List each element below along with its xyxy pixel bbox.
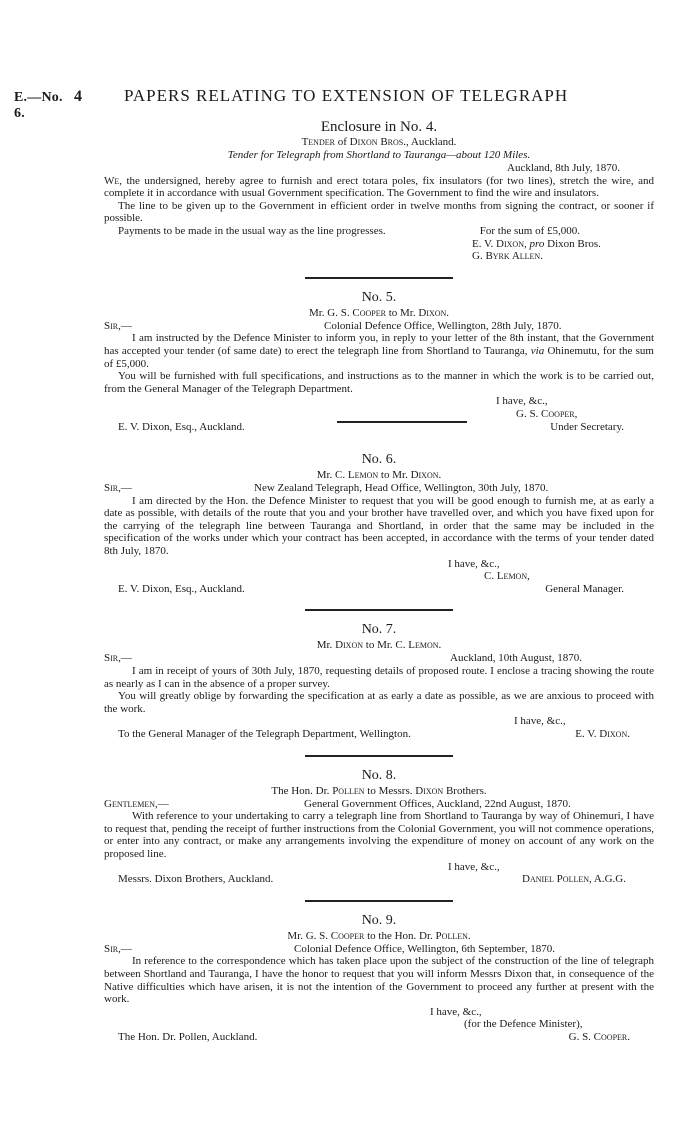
no8-ft-end: Brothers. — [443, 784, 487, 797]
document-body — [104, 118, 654, 1044]
no7-paragraph-2: You will greatly oblige by forwarding the specification at as early a date as possible, as we are anxious to proceed with the work. — [104, 690, 654, 715]
no6-paragraph-1: I am directed by the Hon. the Defence Minister to request that you will be good enough to furnish me, at as early a date as possible, with details of the route that you and your brother have travelled over, and which you have fixed upon for the carrying of the telegraph line between Tauranga and Shortland, in order that the same may be included in the specification of the works under which your contract has been accepted, in accordance with the terms of your tender dated 8th July, 1870. — [104, 494, 654, 558]
no5-to-name: Dixon — [418, 306, 447, 319]
enclosure-payments-row — [104, 225, 654, 238]
no6-from-name: Lemon — [347, 469, 379, 482]
no8-addressee-row — [104, 873, 654, 886]
no6-heading: No. 6. — [361, 452, 397, 468]
enclosure-paragraph-2: The line to be given up to the Government in efficient order in twelve months from signing the contract, or sooner if possible. — [104, 199, 654, 225]
enclosure-subtitle: Tender for Telegraph from Shortland to Tauranga—about 120 Miles. — [227, 149, 531, 161]
no6-signer: C. Lemon, — [484, 570, 530, 583]
no8-closing: I have, &c., — [448, 860, 500, 873]
no5-ft-pre: Mr. G. S. — [308, 306, 353, 319]
letter-no8 — [104, 767, 654, 886]
no9-ft-end: . — [467, 929, 471, 942]
tender-label: Tender — [301, 136, 335, 148]
document-reference: E.—No. 6. — [14, 90, 63, 121]
letter-no7 — [104, 621, 654, 740]
no6-salutation: Sir,— — [104, 482, 132, 495]
tender-of: of — [337, 136, 347, 148]
enclosure-paragraph-1 — [104, 175, 654, 200]
no9-signer: G. S. Cooper. — [568, 1030, 630, 1043]
no8-dateline: General Government Offices, Auckland, 22nd August, 1870. — [304, 797, 571, 810]
no5-from-to — [104, 307, 654, 320]
no7-salutation-row — [104, 652, 654, 665]
no6-ft-pre: Mr. C. — [316, 469, 348, 482]
letter-no6 — [104, 451, 654, 595]
no9-ft-pre: Mr. G. S. — [287, 929, 331, 942]
enclosure-we: We — [104, 174, 120, 187]
enclosure-para1-text: , the undersigned, hereby agree to furnish and erect totara poles, fix insulators (for two lines), stretch the wire, and complete it in accordance with usual Government specification. The Government to find the wire and insulators. — [104, 174, 654, 200]
letter-no9 — [104, 912, 654, 1044]
no9-salutation-row — [104, 943, 654, 956]
no5-dateline: Colonial Defence Office, Wellington, 28th July, 1870. — [324, 319, 562, 332]
no6-ft-end: . — [438, 469, 442, 482]
no8-signer: Daniel Pollen, A.G.G. — [522, 873, 626, 886]
no6-closing: I have, &c., — [448, 557, 500, 570]
enclosure-signature-2: G. Byrk Allen. — [472, 250, 543, 263]
no5-p1-post: Ohinemutu, for the sum of £5,000. — [104, 344, 654, 370]
section-divider — [305, 755, 453, 757]
no7-addressee: To the General Manager of the Telegraph Department, Wellington. — [118, 728, 411, 740]
enclosure-section — [104, 118, 654, 263]
section-divider — [305, 277, 453, 279]
no9-heading: No. 9. — [361, 912, 397, 928]
enclosure-heading: Enclosure in No. 4. — [320, 119, 438, 135]
no7-ft-end: . — [438, 639, 442, 652]
no9-addressee-row — [104, 1031, 654, 1044]
no5-signer: G. S. Cooper, — [516, 407, 578, 420]
no7-to-name: Lemon — [408, 639, 439, 652]
no8-to-name: Dixon — [415, 784, 444, 797]
no7-salutation: Sir,— — [104, 652, 132, 665]
no8-salutation-row — [104, 798, 654, 811]
letter-no5 — [104, 289, 654, 433]
tender-firm: Dixon Bros. — [349, 136, 406, 148]
no5-paragraph-1 — [104, 332, 654, 370]
no6-dateline: New Zealand Telegraph, Head Office, Wellington, 30th July, 1870. — [254, 482, 549, 495]
enclosure-sum: For the sum of £5,000. — [479, 224, 580, 237]
no6-to-name: Dixon — [410, 469, 439, 482]
no9-closing: I have, &c., — [430, 1005, 482, 1018]
section-divider — [305, 900, 453, 902]
section-divider — [305, 609, 453, 611]
page-number: 4 — [74, 88, 82, 105]
no5-salutation: Sir,— — [104, 319, 132, 332]
no5-ft-mid: to Mr. — [385, 306, 419, 319]
no9-paragraph-1: In reference to the correspondence which has taken place upon the subject of the construction of the line of telegraph between Shortland and Tauranga, I have the honor to request that you will inform Messrs Dixon that, in consequence of the Native difficulties which have arisen, it is not the intention of the Government to proceed any further at present with the work. — [104, 955, 654, 1006]
no8-paragraph-1: With reference to your undertaking to carry a telegraph line from Shortland to Tauranga by way of Ohinemuri, I have to request that, pending the receipt of further instructions from the Colonial Government, you will not commence operations, or enter into any contract, or make any arrangements involving the expenditure of money on account of any work on the proposed line. — [104, 810, 654, 860]
no7-ft-pre: Mr. — [316, 639, 336, 652]
no9-addressee: The Hon. Dr. Pollen, Auckland. — [118, 1030, 258, 1043]
no9-from-name: Cooper — [330, 929, 365, 942]
no8-from-to — [104, 785, 654, 798]
no7-signer: E. V. Dixon. — [575, 728, 630, 740]
no7-dateline: Auckland, 10th August, 1870. — [450, 652, 582, 665]
no9-ft-mid: to the Hon. Dr. — [364, 929, 436, 942]
sig1-name: E. V. Dixon, — [472, 237, 527, 250]
no8-from-name: Pollen — [332, 784, 365, 797]
no6-salutation-row — [104, 482, 654, 495]
no8-salutation: Gentlemen,— — [104, 797, 169, 810]
no6-from-to — [104, 469, 654, 482]
no7-from-name: Dixon — [335, 639, 364, 652]
no7-from-to — [104, 639, 654, 652]
sig1-rest: Dixon Bros. — [547, 237, 601, 250]
no5-ft-end: . — [446, 306, 450, 319]
no8-addressee: Messrs. Dixon Brothers, Auckland. — [118, 873, 274, 886]
no6-signer-title: General Manager. — [545, 582, 624, 595]
page-header — [14, 86, 670, 122]
no5-salutation-row — [104, 320, 654, 333]
tender-place: , Auckland. — [405, 136, 457, 148]
no6-addressee: E. V. Dixon, Esq., Auckland. — [118, 582, 245, 595]
running-title: PAPERS RELATING TO EXTENSION OF TELEGRAPH — [124, 86, 569, 105]
enclosure-tender-line — [104, 136, 654, 149]
no7-paragraph-1: I am in receipt of yours of 30th July, 1870, requesting details of proposed route. I enclose a tracing showing the route as nearly as I can in the absence of a proper survey. — [104, 665, 654, 690]
no5-inline-rule — [337, 421, 467, 423]
no5-paragraph-2: You will be furnished with full specifications, and instructions as to the manner in which the work is to be carried out, from the General Manager of the Telegraph Department. — [104, 370, 654, 395]
enclosure-dateline: Auckland, 8th July, 1870. — [507, 162, 620, 174]
sig1-pro: pro — [529, 237, 545, 250]
no7-ft-mid: to Mr. C. — [363, 639, 409, 652]
no5-p1-via: via — [530, 344, 545, 357]
no5-p1-pre: I am instructed by the Defence Minister to inform you, in reply to your letter of the 8th instant, that the Government has accepted your tender (of same date) to erect the telegraph line from Shortland to Tauranga, — [104, 332, 654, 357]
no5-closing: I have, &c., — [496, 395, 548, 408]
no9-dateline: Colonial Defence Office, Wellington, 6th September, 1870. — [294, 942, 555, 955]
no8-ft-pre: The Hon. Dr. — [271, 784, 333, 797]
no8-heading: No. 8. — [361, 767, 397, 783]
enclosure-signature-1 — [104, 238, 654, 251]
no6-addressee-row — [104, 583, 654, 596]
no5-addressee-row — [104, 421, 654, 434]
no9-to-name: Pollen — [435, 929, 468, 942]
no7-closing: I have, &c., — [514, 715, 566, 728]
no8-ft-mid: to Messrs. — [364, 784, 416, 797]
no9-salutation: Sir,— — [104, 942, 132, 955]
no9-from-to — [104, 930, 654, 943]
no9-for-line: (for the Defence Minister), — [464, 1018, 583, 1031]
no5-heading: No. 5. — [361, 289, 397, 305]
no5-from-name: Cooper — [352, 306, 386, 319]
enclosure-payments: Payments to be made in the usual way as the line progresses. — [118, 224, 386, 237]
no5-signer-title: Under Secretary. — [550, 420, 624, 433]
no5-addressee: E. V. Dixon, Esq., Auckland. — [118, 420, 245, 433]
no7-addressee-row — [104, 728, 654, 741]
no6-ft-mid: to Mr. — [378, 469, 411, 482]
no7-heading: No. 7. — [361, 622, 397, 638]
